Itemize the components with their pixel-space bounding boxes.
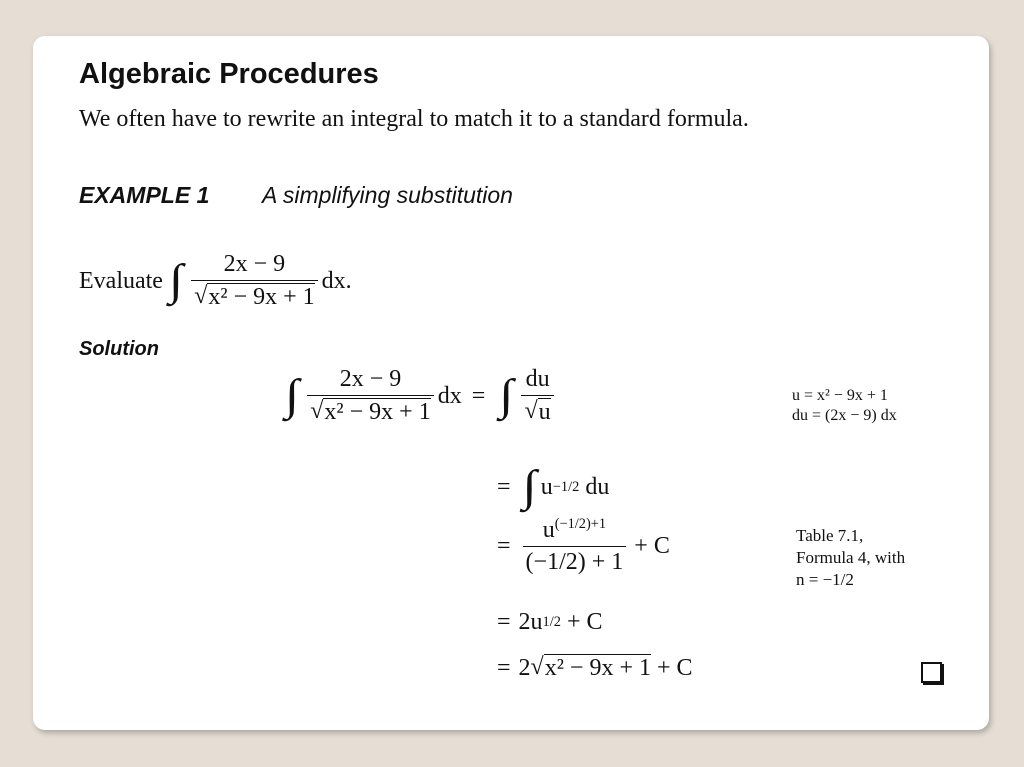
step2-exponent: −1/2 <box>552 478 580 495</box>
problem-integrand <box>191 251 317 311</box>
step3-numerator <box>540 516 609 546</box>
step5-constant: + C <box>656 654 693 681</box>
integral-sign: ∫ <box>522 462 537 511</box>
intro-text: We often have to rewrite an integral to match it to a standard formula. <box>79 106 749 132</box>
reference-line-1: Table 7.1, <box>796 526 864 545</box>
step1-rhs-radicand: u <box>538 399 551 425</box>
step2-base: u <box>540 473 553 500</box>
step3-fraction <box>523 516 627 576</box>
radical-sign: √ <box>530 654 544 680</box>
equals-sign: = <box>497 473 511 500</box>
substitution-du: du = (2x − 9) dx <box>792 407 897 424</box>
step1-rhs-radical <box>524 398 550 426</box>
substitution-u: u = x² − 9x + 1 <box>792 387 888 404</box>
step5-radicand: x² − 9x + 1 <box>544 655 651 681</box>
slide-card <box>33 36 989 730</box>
step1-rhs-numerator: du <box>525 366 550 392</box>
equals-sign: = <box>497 654 511 681</box>
problem-radical <box>194 283 314 311</box>
problem-denominator <box>191 280 317 311</box>
problem-statement <box>79 251 352 311</box>
solution-step-4 <box>497 609 602 636</box>
equals-sign: = <box>471 382 486 409</box>
step1-dx: dx <box>437 382 462 409</box>
integral-sign: ∫ <box>168 256 184 305</box>
page-title: Algebraic Procedures <box>79 58 379 90</box>
solution-label: Solution <box>79 338 159 360</box>
integral-sign: ∫ <box>499 371 514 420</box>
reference-line-3: n = −1/2 <box>796 570 854 589</box>
step3-constant: + C <box>634 532 670 559</box>
step3-base: u <box>542 517 555 543</box>
step4-exponent: 1/2 <box>542 614 561 630</box>
solution-step-2 <box>497 461 609 513</box>
step2-du: du <box>585 473 610 500</box>
step3-denominator: (−1/2) + 1 <box>523 546 627 576</box>
example-label: EXAMPLE 1 <box>79 182 210 208</box>
formula-reference-note <box>796 525 905 591</box>
integral-sign: ∫ <box>285 371 300 420</box>
step4-term: 2u <box>518 609 543 635</box>
problem-numerator: 2x − 9 <box>223 251 286 277</box>
step4-constant: + C <box>566 609 603 635</box>
solution-step-3 <box>497 516 670 576</box>
evaluate-word: Evaluate <box>79 267 163 294</box>
step5-radical <box>531 654 651 682</box>
problem-dx: dx. <box>321 267 352 294</box>
step1-numerator: 2x − 9 <box>339 366 402 392</box>
radical-sign: √ <box>524 398 538 424</box>
radical-sign: √ <box>310 398 324 424</box>
example-title: A simplifying substitution <box>262 182 513 208</box>
solution-step-5 <box>497 654 693 682</box>
solution-step-1 <box>281 366 558 426</box>
equals-sign: = <box>497 609 511 635</box>
step5-coefficient: 2 <box>518 654 531 681</box>
substitution-note <box>792 386 897 426</box>
equals-sign: = <box>497 532 511 559</box>
step3-exponent: (−1/2)+1 <box>554 516 607 532</box>
step1-denominator <box>307 395 433 426</box>
reference-line-2: Formula 4, with <box>796 548 906 567</box>
radical-sign: √ <box>194 283 208 309</box>
step1-radicand: x² − 9x + 1 <box>324 399 431 425</box>
step1-rhs <box>521 366 553 426</box>
step1-rhs-denominator <box>521 395 553 426</box>
step1-radical <box>310 398 430 426</box>
end-of-proof-icon <box>921 662 942 683</box>
problem-radicand: x² − 9x + 1 <box>208 284 315 310</box>
step1-integrand <box>307 366 433 426</box>
